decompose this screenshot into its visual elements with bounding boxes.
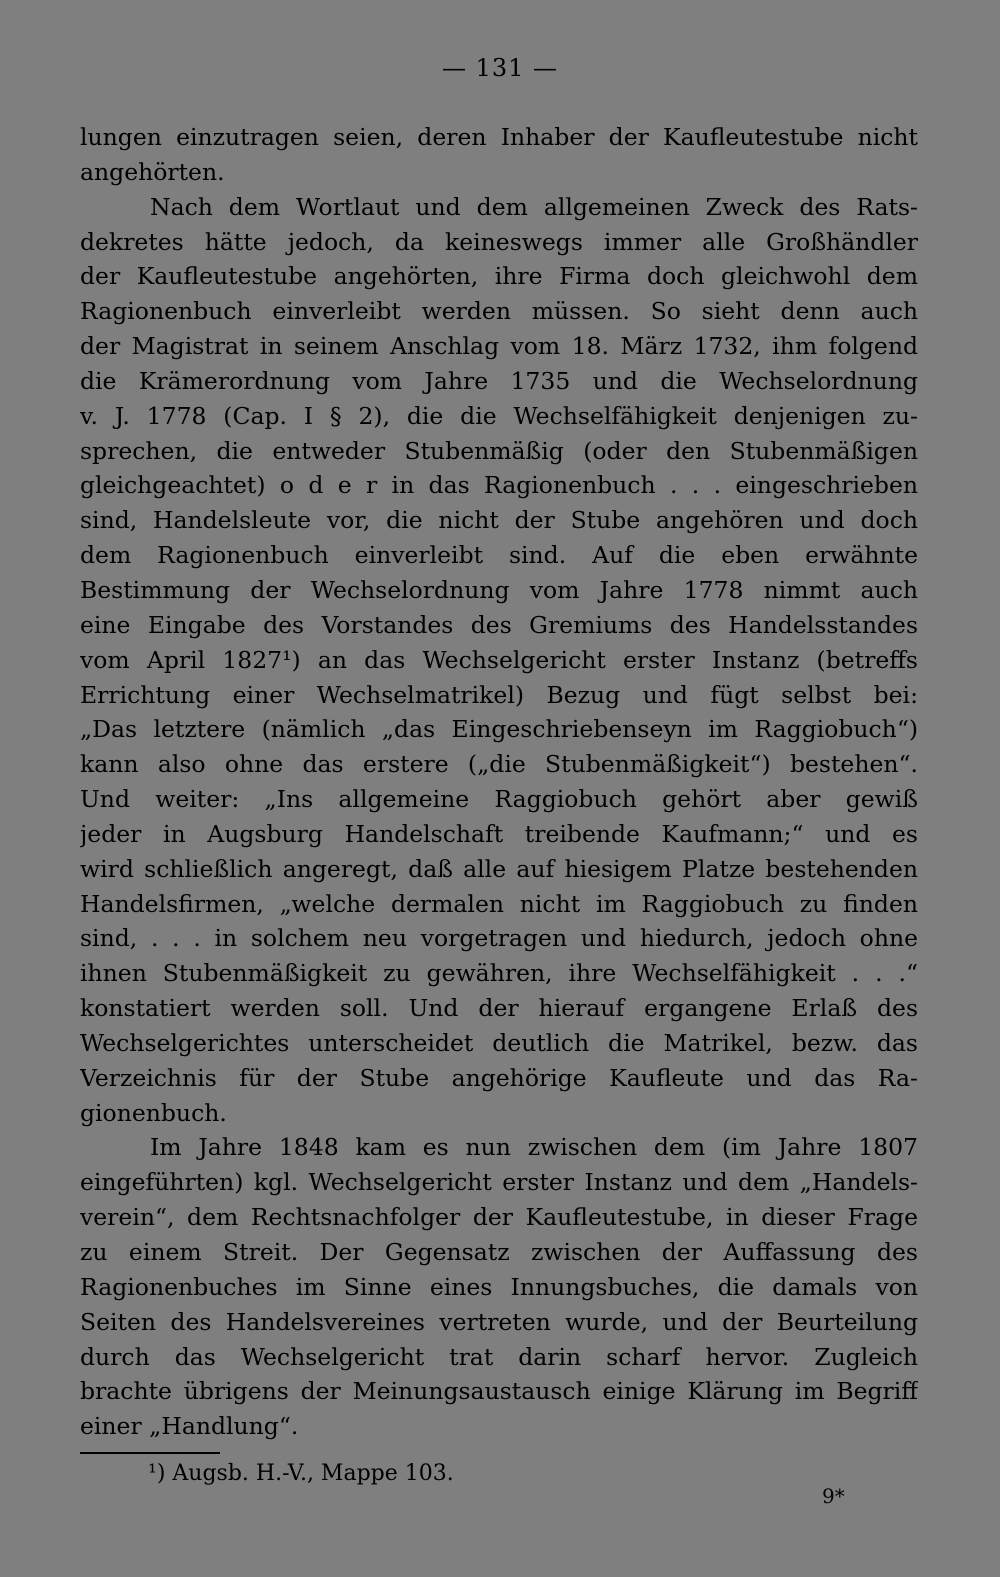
text-line: eine Eingabe des Vorstandes des Gremiums des Handelsstandes xyxy=(80,610,918,639)
text-line: Seiten des Handelsvereines vertreten wurde, und der Beurteilung xyxy=(80,1307,918,1336)
text-line: gionenbuch. xyxy=(80,1098,227,1127)
footnote-divider xyxy=(80,1452,220,1454)
text-line: der Kaufleutestube angehörten, ihre Firma doch gleichwohl dem xyxy=(80,262,918,291)
text-line: Wechselgerichtes unterscheidet deutlich die Matrikel, bezw. das xyxy=(80,1028,918,1057)
text-line: Nach dem Wortlaut und dem allgemeinen Zweck des Rats- xyxy=(150,192,918,221)
text-line: sind, Handelsleute vor, die nicht der Stube angehören und doch xyxy=(80,506,918,535)
text-line: Ragionenbuches im Sinne eines Innungsbuches, die damals von xyxy=(80,1272,918,1301)
text-line: Ragionenbuch einverleibt werden müssen. So sieht denn auch xyxy=(80,297,918,326)
text-line: dekretes hätte jedoch, da keineswegs immer alle Großhändler xyxy=(80,227,918,256)
text-line: der Magistrat in seinem Anschlag vom 18. März 1732, ihm folgend xyxy=(80,332,918,361)
text-line: die Krämerordnung vom Jahre 1735 und die Wechselordnung xyxy=(80,366,918,395)
text-line: Verzeichnis für der Stube angehörige Kaufleute und das Ra- xyxy=(80,1063,918,1092)
text-line: ihnen Stubenmäßigkeit zu gewähren, ihre Wechselfähigkeit . . .“ xyxy=(80,959,918,988)
text-line: vom April 1827¹) an das Wechselgericht erster Instanz (betreffs xyxy=(80,645,918,674)
text-line: sprechen, die entweder Stubenmäßig (oder den Stubenmäßigen xyxy=(80,436,918,465)
text-line: „Das letztere (nämlich „das Eingeschriebenseyn im Raggiobuch“) xyxy=(80,715,918,744)
text-line: kann also ohne das erstere („die Stubenmäßigkeit“) bestehen“. xyxy=(80,750,918,779)
signature-mark: 9* xyxy=(822,1484,845,1508)
text-line: einer „Handlung“. xyxy=(80,1412,299,1441)
text-line: konstatiert werden soll. Und der hierauf ergangene Erlaß des xyxy=(80,994,918,1023)
text-line: wird schließlich angeregt, daß alle auf hiesigem Platze bestehenden xyxy=(80,854,918,883)
text-line: brachte übrigens der Meinungsaustausch einige Klärung im Begriff xyxy=(80,1377,918,1406)
text-line: verein“, dem Rechtsnachfolger der Kaufleutestube, in dieser Frage xyxy=(80,1203,918,1232)
text-line: zu einem Streit. Der Gegensatz zwischen der Auffassung des xyxy=(80,1238,918,1266)
page-number: — 131 — xyxy=(441,54,559,82)
text-line: Errichtung einer Wechselmatrikel) Bezug und fügt selbst bei: xyxy=(80,680,918,709)
text-line: eingeführten) kgl. Wechselgericht erster Instanz und dem „Handels- xyxy=(80,1168,918,1197)
text-line: Im Jahre 1848 kam es nun zwischen dem (im Jahre 1807 xyxy=(150,1133,918,1162)
text-line: Und weiter: „Ins allgemeine Raggiobuch gehört aber gewiß xyxy=(80,785,918,814)
text-line: v. J. 1778 (Cap. I § 2), die die Wechselfähigkeit denjenigen zu- xyxy=(80,401,918,430)
text-line: jeder in Augsburg Handelschaft treibende Kaufmann;“ und es xyxy=(80,819,918,848)
text-line: lungen einzutragen seien, deren Inhaber der Kaufleutestube nicht xyxy=(80,123,918,151)
text-line: sind, . . . in solchem neu vorgetragen und hiedurch, jedoch ohne xyxy=(80,924,918,953)
text-line: gleichgeachtet) o d e r in das Ragionenbuch . . . eingeschrieben xyxy=(80,471,918,500)
text-line: Handelsfirmen, „welche dermalen nicht im Raggiobuch zu finden xyxy=(80,889,918,918)
body-text xyxy=(80,120,918,1444)
text-line: durch das Wechselgericht trat darin scharf hervor. Zugleich xyxy=(80,1342,918,1371)
text-line: Bestimmung der Wechselordnung vom Jahre 1778 nimmt auch xyxy=(80,575,918,604)
text-line: angehörten. xyxy=(80,157,225,186)
text-line: dem Ragionenbuch einverleibt sind. Auf die eben erwähnte xyxy=(80,541,918,570)
footnote: ¹) Augsb. H.-V., Mappe 103. xyxy=(148,1461,454,1486)
